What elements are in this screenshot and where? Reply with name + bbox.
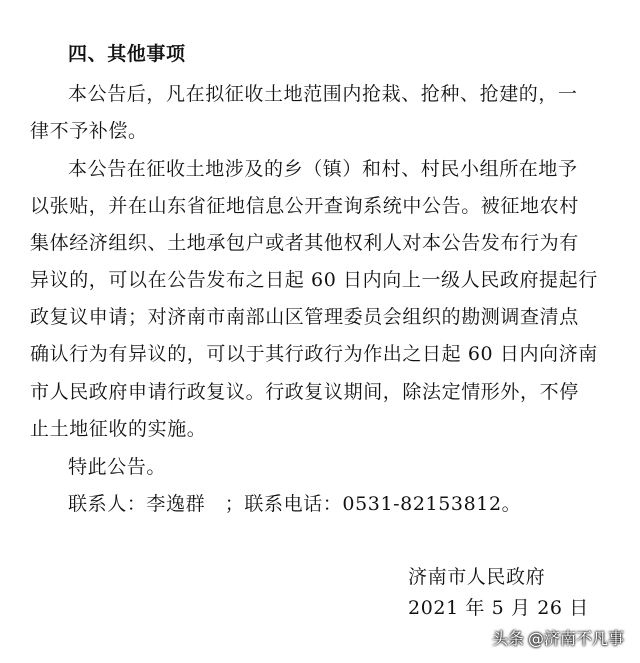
platform-watermark <box>492 626 624 649</box>
paragraph-1-line-1: 本公告后，凡在拟征收土地范围内抢栽、抢种、抢建的，一 <box>68 83 578 105</box>
watermark-platform: 头条 <box>491 629 524 648</box>
section-heading: 四、其他事项 <box>68 43 186 65</box>
closing-text: 特此公告。 <box>68 456 167 478</box>
paragraph-2-line-2: 以张贴，并在山东省征地信息公开查询系统中公告。被征地农村 <box>30 195 579 217</box>
watermark-account: @济南不凡事 <box>527 629 624 648</box>
paragraph-2-line-7: 市人民政府申请行政复议。行政复议期间，除法定情形外，不停 <box>30 381 579 403</box>
paragraph-1-line-2: 律不予补偿。 <box>30 120 148 142</box>
issue-date: 2021 年 5 月 26 日 <box>408 597 589 619</box>
contact-line: 联系人：李逸群 ；联系电话：0531-82153812。 <box>68 493 522 515</box>
paragraph-2-line-6: 确认行为有异议的，可以于其行政行为作出之日起 60 日内向济南 <box>30 343 598 365</box>
paragraph-2-line-8: 止土地征收的实施。 <box>30 418 207 440</box>
paragraph-2-line-4: 异议的，可以在公告发布之日起 60 日内向上一级人民政府提起行 <box>30 269 598 291</box>
paragraph-2-line-5: 政复议申请；对济南市南部山区管理委员会组织的勘测调查清点 <box>30 306 579 328</box>
paragraph-2-line-1: 本公告在征收土地涉及的乡（镇）和村、村民小组所在地予 <box>68 158 578 180</box>
issuer-name: 济南市人民政府 <box>408 566 546 588</box>
paragraph-2-line-3: 集体经济组织、土地承包户或者其他权利人对本公告发布行为有 <box>30 232 579 254</box>
